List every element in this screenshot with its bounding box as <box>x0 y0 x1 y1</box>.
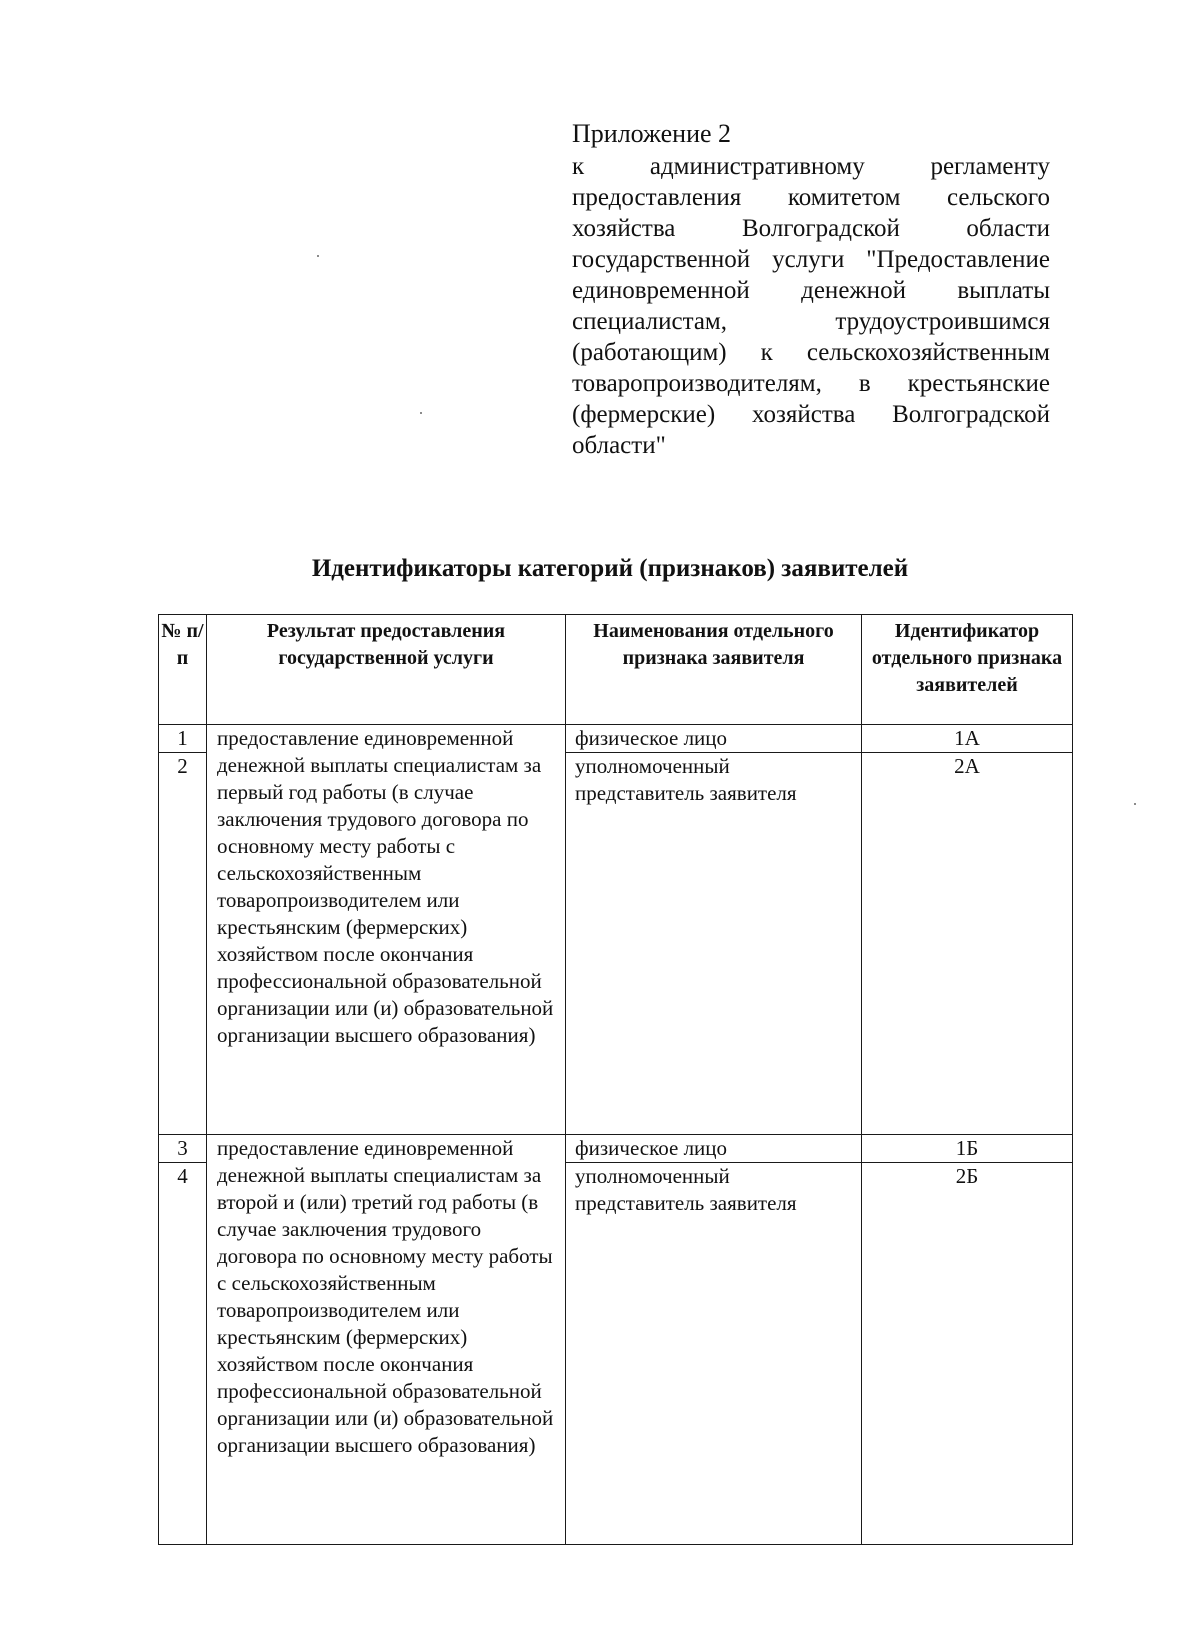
attribute-name: уполномоченный представитель заявителя <box>566 753 862 1135</box>
attribute-id: 1А <box>862 725 1073 753</box>
attribute-id: 2А <box>862 753 1073 1135</box>
table-header-row <box>159 615 1073 725</box>
row-num: 2 <box>159 753 207 1135</box>
identifiers-table <box>158 614 1073 1545</box>
header-result: Результат предоставления государственной услуги <box>207 615 566 725</box>
attribute-name: физическое лицо <box>566 725 862 753</box>
scan-speck <box>420 412 422 414</box>
row-num: 4 <box>159 1163 207 1545</box>
document-title: Идентификаторы категорий (признаков) заявителей <box>311 555 909 582</box>
header-id: Идентификатор отдельного признака заявителей <box>862 615 1073 725</box>
appendix-text: к административному регламенту предоставления комитетом сельского хозяйства Волгоградской области государственной услуги "Предоставление единовременной денежной выплаты специалистам, трудоустроившимся (работающим) к сельскохозяйственным товаропроизводителям, в крестьянские (фермерские) хозяйства Волгоградской области" <box>572 153 1050 459</box>
appendix-heading: Приложение 2 <box>572 119 732 148</box>
attribute-id: 2Б <box>862 1163 1073 1545</box>
attribute-name: физическое лицо <box>566 1135 862 1163</box>
header-num: № п/п <box>159 615 207 725</box>
scan-speck <box>317 255 319 257</box>
attribute-name: уполномоченный представитель заявителя <box>566 1163 862 1545</box>
table-row <box>159 1135 1073 1163</box>
result-cell: предоставление единовременной денежной выплаты специалистам за второй и (или) третий год работы (в случае заключения трудового договора по основному месту работы с сельскохозяйственным товаропроизводителем или крестьянским (фермерских) хозяйством после окончания профессиональной образовательной организации или (и) образовательной организации высшего образования) <box>207 1135 566 1545</box>
result-cell: предоставление единовременной денежной выплаты специалистам за первый год работы (в случае заключения трудового договора по основному месту работы с сельскохозяйственным товаропроизводителем или крестьянским (фермерских) хозяйством после окончания профессиональной образовательной организации или (и) образовательной организации высшего образования) <box>207 725 566 1135</box>
row-num: 1 <box>159 725 207 753</box>
appendix-block <box>572 118 1050 461</box>
scan-speck <box>1134 803 1136 805</box>
header-name: Наименования отдельного признака заявителя <box>566 615 862 725</box>
row-num: 3 <box>159 1135 207 1163</box>
table-row <box>159 725 1073 753</box>
attribute-id: 1Б <box>862 1135 1073 1163</box>
